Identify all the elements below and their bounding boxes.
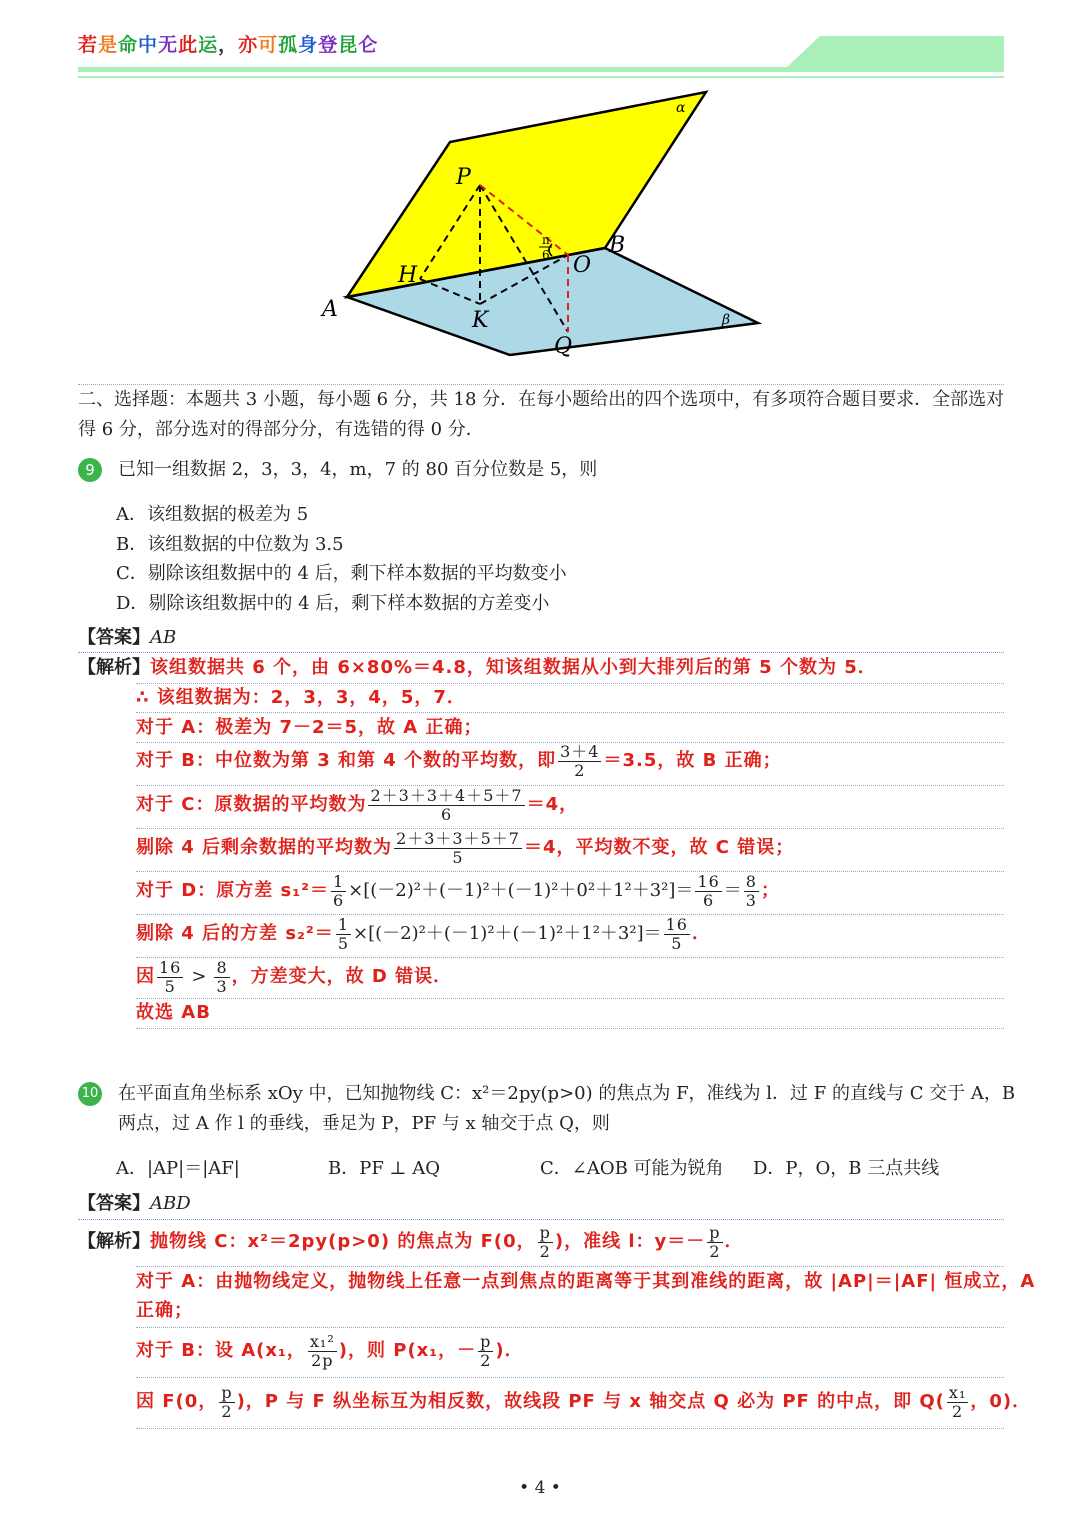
num: 3＋4 <box>560 741 600 761</box>
txt: > <box>191 966 207 987</box>
angle-label-den: 6 <box>542 248 550 262</box>
motto-char: 命 <box>118 34 139 56</box>
den: 5 <box>337 933 349 953</box>
den: 2 <box>574 760 586 780</box>
header-rule-thick <box>78 67 1004 72</box>
question-10-badge: 10 <box>78 1082 102 1106</box>
motto-char: 身 <box>298 34 319 56</box>
q9-answer-row <box>78 626 176 650</box>
q10-analysis-l5 <box>136 1382 1031 1422</box>
section-heading-line2: 得 6 分，部分选对的得部分分，有选错的得 0 分． <box>78 419 484 440</box>
q10-option-c: C．∠AOB 可能为锐角 <box>540 1158 724 1179</box>
q10-option-b: B．PF ⊥ AQ <box>328 1158 440 1179</box>
txt: ×[(－2)²＋(－1)²＋(－1)²＋0²＋1²＋3²]＝ <box>348 880 694 901</box>
den: 6 <box>703 890 715 910</box>
dihedral-figure <box>300 82 780 372</box>
q10-analysis-l1 <box>78 1222 744 1262</box>
page-number: • 4 • <box>519 1478 561 1498</box>
motto-char: ， <box>218 34 239 56</box>
rule <box>136 1377 1004 1378</box>
txt: 因 F(0， <box>136 1391 218 1412</box>
rule <box>78 1219 1004 1220</box>
q10-analysis-l3: 正确； <box>136 1300 193 1321</box>
num: 16 <box>697 871 720 891</box>
q9-analysis-l10: 故选 AB <box>136 1002 211 1023</box>
header-motto <box>78 30 378 57</box>
frac <box>947 1384 968 1421</box>
motto-char: 运 <box>198 34 219 56</box>
analysis-label: 【解析】 <box>78 1231 150 1252</box>
label-K: K <box>472 308 489 333</box>
frac <box>368 787 524 824</box>
header-rule-thin <box>78 76 1004 78</box>
txt: )，P 与 F 纵坐标互为相反数，故线段 PF 与 x 轴交点 Q 必为 PF 的中点，即 Q( <box>236 1391 945 1412</box>
motto-char: 中 <box>138 34 159 56</box>
divider <box>78 384 1004 385</box>
den: 2 <box>952 1401 964 1421</box>
q9-analysis-l1 <box>78 656 877 680</box>
frac <box>538 1224 553 1261</box>
den: 2p <box>311 1350 334 1370</box>
txt: ； <box>760 880 780 901</box>
num: p <box>709 1222 721 1242</box>
txt: 剔除 4 后剩余数据的平均数为 <box>136 837 393 858</box>
num: 1 <box>332 871 345 891</box>
frac <box>695 873 721 910</box>
answer-value: AB <box>150 627 177 648</box>
label-H: H <box>398 263 418 288</box>
frac <box>157 959 183 996</box>
q9-analysis-l9 <box>136 957 452 997</box>
question-10-stem-1: 在平面直角坐标系 xOy 中，已知抛物线 C：x²＝2py(p>0) 的焦点为 F，准线为 l．过 F 的直线与 C 交于 A，B <box>118 1083 1016 1104</box>
motto-char: 登 <box>318 34 339 56</box>
q9-analysis-l7 <box>136 871 780 911</box>
analysis-text: 该组数据共 6 个，由 6×80%＝4.8，知该组数据从小到大排列后的第 5 个数为 5． <box>150 657 877 678</box>
txt: )，准线 l：y＝－ <box>554 1231 706 1252</box>
label-alpha: α <box>676 100 686 116</box>
rule <box>136 1327 1004 1328</box>
frac <box>664 916 690 953</box>
num: p <box>539 1222 551 1242</box>
den: 5 <box>164 976 176 996</box>
frac <box>707 1224 722 1261</box>
q10-option-d: D．P，O，B 三点共线 <box>753 1158 940 1179</box>
den: 3 <box>745 890 757 910</box>
den: 6 <box>332 890 345 910</box>
txt: 对于 C：原数据的平均数为 <box>136 794 367 815</box>
num: 8 <box>745 871 757 891</box>
frac <box>331 873 346 910</box>
txt: ×[(－2)²＋(－1)²＋(－1)²＋1²＋3²]＝ <box>353 923 662 944</box>
label-B: B <box>609 233 626 258</box>
frac <box>478 1333 493 1370</box>
txt: 因 <box>136 966 155 987</box>
q9-option-b: B．该组数据的中位数为 3.5 <box>116 534 344 555</box>
q9-analysis-l6 <box>136 828 794 868</box>
num: p <box>221 1382 233 1402</box>
motto-char: 可 <box>258 34 279 56</box>
question-10-stem-2: 两点，过 A 作 l 的垂线，垂足为 P，PF 与 x 轴交于点 Q，则 <box>118 1113 610 1134</box>
den: 6 <box>440 804 453 824</box>
txt: ＝3.5，故 B 正确； <box>603 750 782 771</box>
txt: ，方差变大，故 D 错误． <box>231 966 453 987</box>
q9-analysis-l2: ∴ 该组数据为：2，3，3，4，5，7． <box>136 687 466 708</box>
num: x₁² <box>309 1331 335 1351</box>
rule <box>136 683 1004 684</box>
txt: ＝4，平均数不变，故 C 错误； <box>523 837 795 858</box>
num: 8 <box>216 957 228 977</box>
motto-char: 亦 <box>238 34 259 56</box>
frac <box>219 1384 234 1421</box>
answer-label: 【答案】 <box>78 627 150 648</box>
label-Q: Q <box>554 334 573 359</box>
q10-analysis-l2: 对于 A：由抛物线定义，抛物线上任意一点到焦点的距离等于其到准线的距离，故 |AP|＝|AF| 恒成立，A <box>136 1271 1036 1292</box>
txt: 对于 D：原方差 s₁²＝ <box>136 880 329 901</box>
txt: 对于 B：设 A(x₁， <box>136 1340 306 1361</box>
num: x₁ <box>948 1382 967 1402</box>
frac <box>558 743 601 780</box>
frac <box>336 916 351 953</box>
header-tab-shape <box>786 36 1004 68</box>
frac <box>214 959 229 996</box>
txt: ． <box>724 1231 744 1252</box>
motto-char: 无 <box>158 34 179 56</box>
angle-label-num: π <box>542 233 550 247</box>
label-O: O <box>573 253 592 278</box>
rule <box>136 998 1004 999</box>
motto-char: 孤 <box>278 34 299 56</box>
question-9-badge: 9 <box>78 458 102 482</box>
q9-option-a: A．该组数据的极差为 5 <box>116 504 309 525</box>
q9-analysis-l3: 对于 A：极差为 7－2＝5，故 A 正确； <box>136 717 483 738</box>
analysis-text <box>150 1222 744 1261</box>
rule <box>78 652 1004 653</box>
num: 2＋3＋3＋5＋7 <box>396 828 520 848</box>
label-beta: β <box>722 312 731 328</box>
num: 16 <box>665 914 688 934</box>
motto-char: 此 <box>178 34 199 56</box>
motto-char: 昆 <box>338 34 359 56</box>
q10-analysis-l4 <box>136 1331 524 1371</box>
q9-option-d: D．剔除该组数据中的 4 后，剩下样本数据的方差变小 <box>116 593 550 614</box>
motto-char: 仑 <box>358 34 379 56</box>
frac <box>744 873 759 910</box>
answer-value: ABD <box>150 1193 191 1214</box>
den: 3 <box>216 976 228 996</box>
den: 5 <box>452 847 464 867</box>
answer-label: 【答案】 <box>78 1193 150 1214</box>
rule <box>136 1428 1004 1429</box>
txt: ． <box>691 923 711 944</box>
motto-char: 若 <box>78 34 99 56</box>
frac <box>308 1333 337 1370</box>
txt: 剔除 4 后的方差 s₂²＝ <box>136 923 334 944</box>
num: p <box>480 1331 492 1351</box>
num: 16 <box>159 957 182 977</box>
den: 5 <box>671 933 683 953</box>
txt: 对于 B：中位数为第 3 和第 4 个数的平均数，即 <box>136 750 557 771</box>
frac <box>394 830 522 867</box>
rule <box>136 1266 1004 1267</box>
motto-char: 是 <box>98 34 119 56</box>
den: 2 <box>709 1241 721 1261</box>
section-heading-line1: 二、选择题：本题共 3 小题，每小题 6 分，共 18 分．在每小题给出的四个选项中，有多项符合题目要求．全部选对 <box>78 389 1005 410</box>
question-9-stem: 已知一组数据 2，3，3，4，m，7 的 80 百分位数是 5，则 <box>118 459 598 480</box>
rule <box>136 1028 1004 1029</box>
q9-analysis-l4 <box>136 741 782 781</box>
txt: )，则 P(x₁，－ <box>338 1340 477 1361</box>
q9-analysis-l8 <box>136 914 711 954</box>
den: 2 <box>221 1401 233 1421</box>
q9-option-c: C．剔除该组数据中的 4 后，剩下样本数据的平均数变小 <box>116 563 567 584</box>
num: 2＋3＋3＋4＋5＋7 <box>370 785 523 805</box>
q10-answer-row <box>78 1192 191 1216</box>
den: 2 <box>539 1241 551 1261</box>
rule <box>136 712 1004 713</box>
txt: 抛物线 C：x²＝2py(p>0) 的焦点为 F(0， <box>150 1231 536 1252</box>
q9-analysis-l5 <box>136 785 578 825</box>
label-A: A <box>322 297 338 322</box>
num: 1 <box>337 914 349 934</box>
den: 2 <box>480 1350 492 1370</box>
analysis-label: 【解析】 <box>78 657 150 678</box>
txt: )． <box>495 1340 524 1361</box>
txt: ，0)． <box>970 1391 1032 1412</box>
txt: ＝4， <box>526 794 579 815</box>
txt: ＝ <box>723 880 742 901</box>
label-P: P <box>456 165 471 190</box>
q10-option-a: A．|AP|＝|AF| <box>116 1158 240 1179</box>
